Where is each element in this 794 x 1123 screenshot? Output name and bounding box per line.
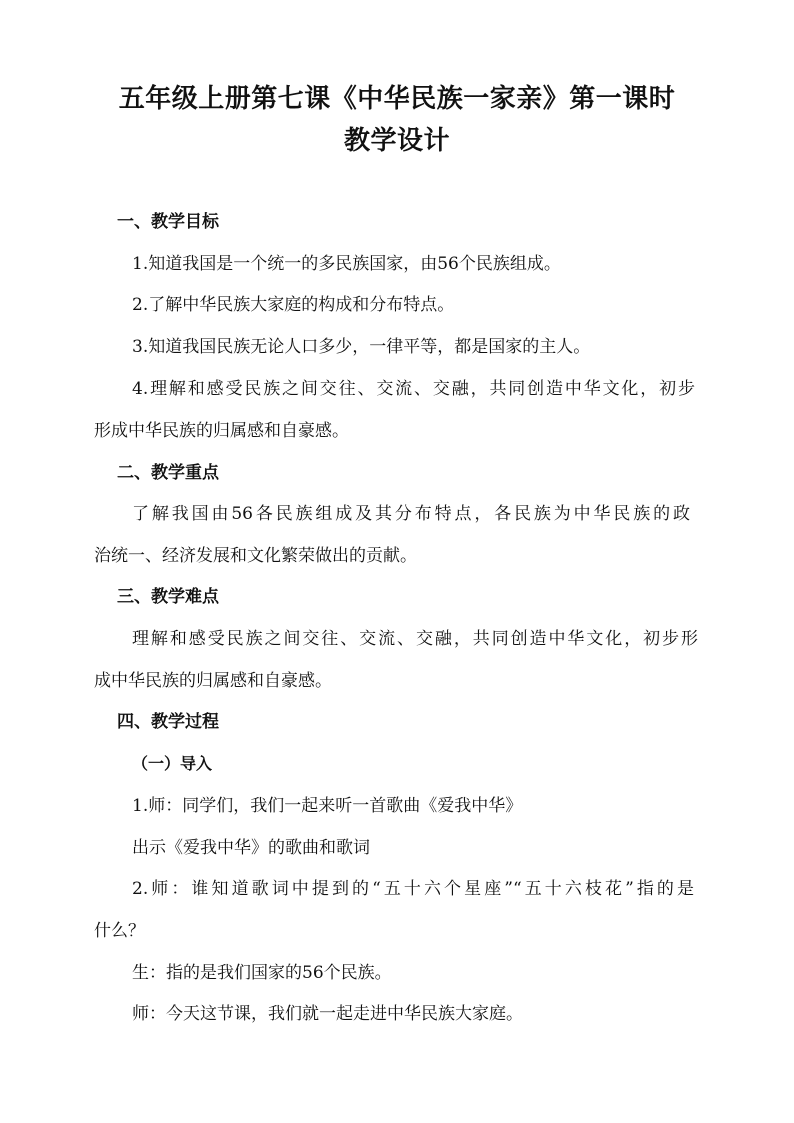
objective-item-2: 2.了解中华民族大家庭的构成和分布特点。	[132, 295, 455, 315]
process-paragraph-3-line-2: 什么？	[94, 921, 145, 941]
objective-item-4-line-1: 4.理解和感受民族之间交往、交流、交融，共同创造中华文化，初步	[132, 379, 695, 399]
process-subheading-intro: （一）导入	[132, 754, 213, 773]
section-heading-difficulties: 三、教学难点	[117, 587, 219, 607]
process-paragraph-4: 生：指的是我们国家的56个民族。	[132, 963, 392, 983]
objective-item-1: 1.知道我国是一个统一的多民族国家，由56个民族组成。	[132, 254, 561, 274]
objective-item-3: 3.知道我国民族无论人口多少，一律平等，都是国家的主人。	[132, 337, 591, 357]
section-heading-objectives: 一、教学目标	[117, 212, 219, 232]
section-heading-key-points: 二、教学重点	[117, 463, 219, 483]
objective-item-4-line-2: 形成中华民族的归属感和自豪感。	[94, 421, 349, 441]
document-title-line-1: 五年级上册第七课《中华民族一家亲》第一课时	[118, 84, 676, 114]
process-paragraph-1: 1.师：同学们，我们一起来听一首歌曲《爱我中华》	[132, 796, 523, 816]
process-paragraph-2: 出示《爱我中华》的歌曲和歌词	[132, 838, 370, 858]
section-heading-process: 四、教学过程	[117, 712, 219, 732]
difficulties-line-2: 成中华民族的归属感和自豪感。	[94, 671, 332, 691]
key-points-line-1: 了解我国由56各民族组成及其分布特点，各民族为中华民族的政	[132, 504, 690, 524]
difficulties-line-1: 理解和感受民族之间交往、交流、交融，共同创造中华文化，初步形	[132, 629, 698, 649]
process-paragraph-3-line-1: 2.师：谁知道歌词中提到的“五十六个星座”“五十六枝花”指的是	[132, 879, 694, 899]
key-points-line-2: 治统一、经济发展和文化繁荣做出的贡献。	[94, 546, 417, 566]
document-title-line-2: 教学设计	[343, 126, 450, 156]
process-paragraph-5: 师：今天这节课，我们就一起走进中华民族大家庭。	[132, 1004, 523, 1024]
